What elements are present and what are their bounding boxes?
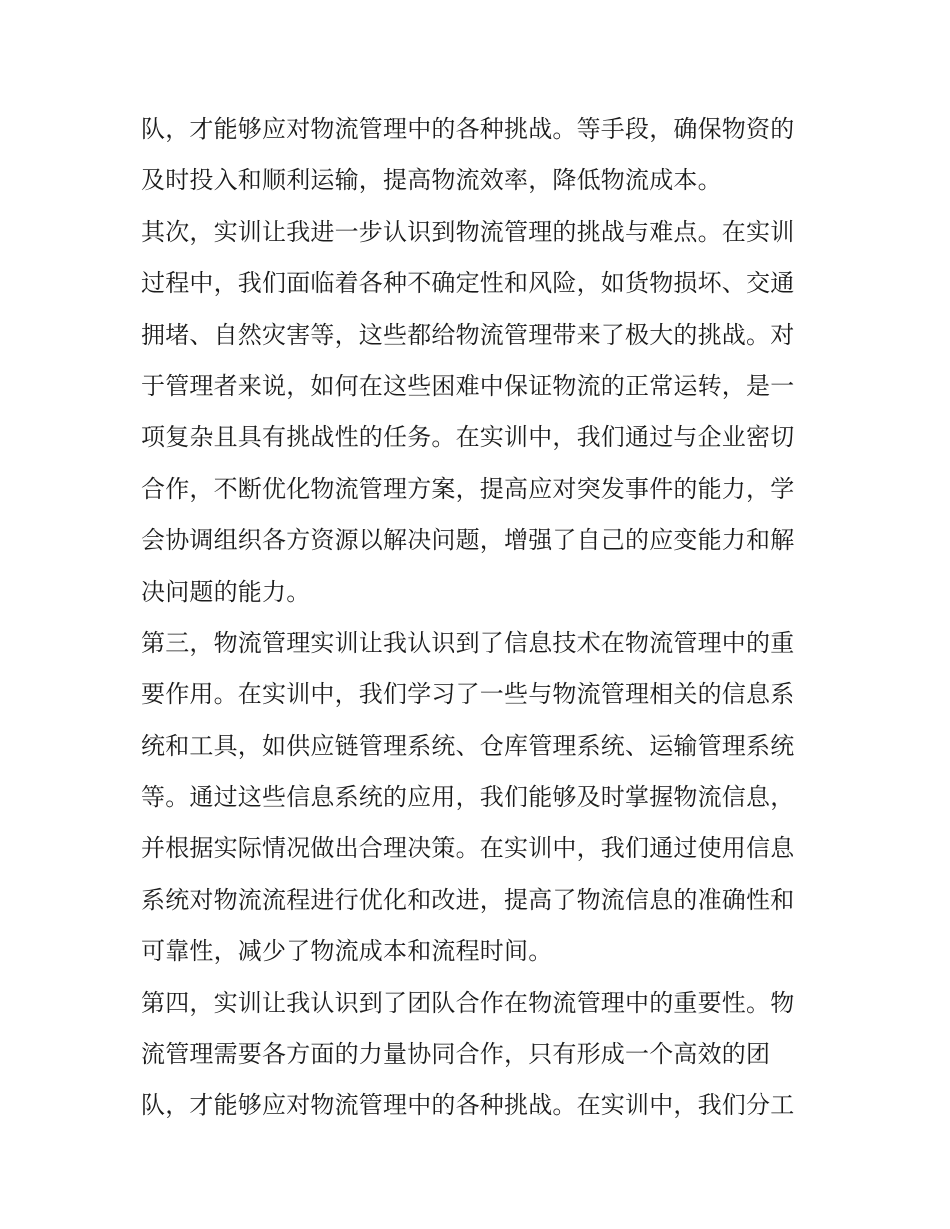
text-line: 拥堵、自然灾害等，这些都给物流管理带来了极大的挑战。对 bbox=[141, 320, 795, 349]
text-line: 统和工具，如供应链管理系统、仓库管理系统、运输管理系统 bbox=[141, 731, 795, 760]
text-line: 要作用。在实训中，我们学习了一些与物流管理相关的信息系 bbox=[141, 680, 795, 709]
text-line: 队，才能够应对物流管理中的各种挑战。在实训中，我们分工 bbox=[141, 1091, 795, 1120]
text-line: 项复杂且具有挑战性的任务。在实训中，我们通过与企业密切 bbox=[141, 423, 795, 452]
text-line: 第四，实训让我认识到了团队合作在物流管理中的重要性。物 bbox=[141, 988, 795, 1017]
text-line: 等。通过这些信息系统的应用，我们能够及时掌握物流信息， bbox=[141, 783, 795, 812]
text-line: 于管理者来说，如何在这些困难中保证物流的正常运转，是一 bbox=[141, 371, 795, 400]
text-line: 队，才能够应对物流管理中的各种挑战。等手段，确保物资的 bbox=[141, 115, 795, 143]
body-text bbox=[141, 104, 821, 1132]
text-line: 会协调组织各方资源以解决问题，增强了自己的应变能力和解 bbox=[141, 526, 795, 555]
text-line: 过程中，我们面临着各种不确定性和风险，如货物损坏、交通 bbox=[141, 269, 795, 298]
text-line: 及时投入和顺利运输，提高物流效率，降低物流成本。 bbox=[141, 166, 722, 195]
text-line: 合作，不断优化物流管理方案，提高应对突发事件的能力，学 bbox=[141, 474, 795, 503]
text-line: 可靠性，减少了物流成本和流程时间。 bbox=[141, 937, 553, 966]
text-line: 决问题的能力。 bbox=[141, 577, 311, 606]
text-line: 第三，物流管理实训让我认识到了信息技术在物流管理中的重 bbox=[141, 628, 795, 657]
text-line: 并根据实际情况做出合理决策。在实训中，我们通过使用信息 bbox=[141, 834, 795, 863]
text-line: 其次，实训让我进一步认识到物流管理的挑战与难点。在实训 bbox=[141, 217, 795, 246]
text-line: 流管理需要各方面的力量协同合作，只有形成一个高效的团 bbox=[141, 1040, 771, 1069]
text-line: 系统对物流流程进行优化和改进，提高了物流信息的准确性和 bbox=[141, 885, 795, 914]
